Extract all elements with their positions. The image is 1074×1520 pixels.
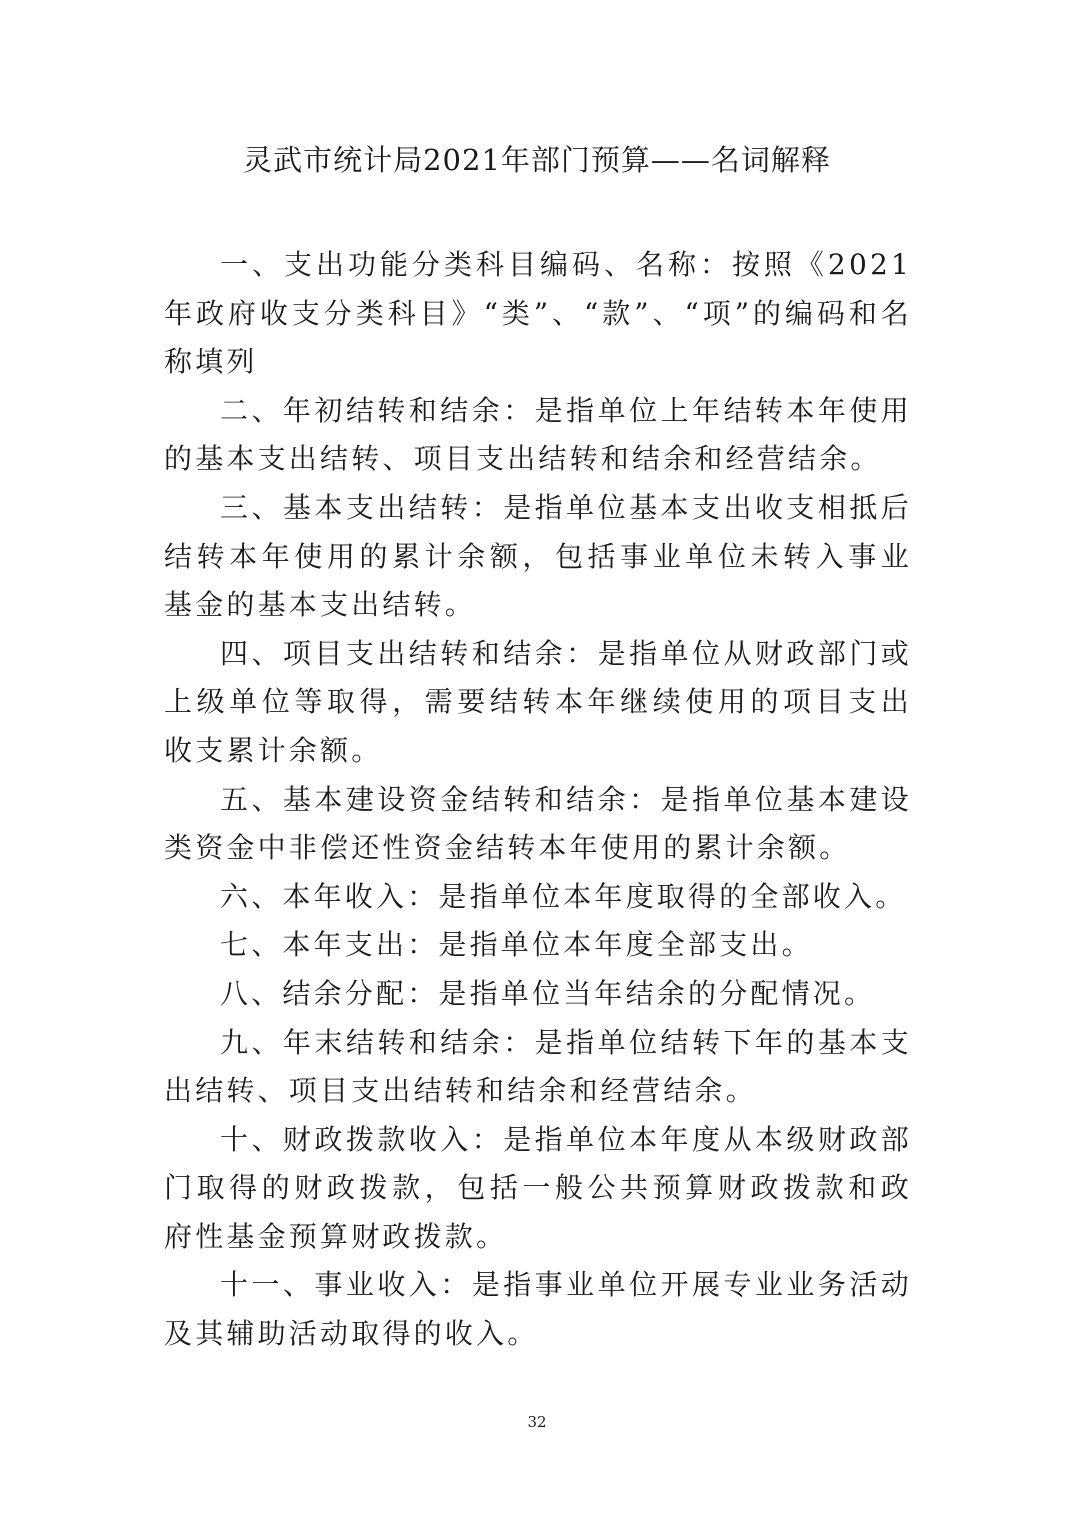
body-text: [164, 241, 912, 1359]
paragraph-4: 四、项目支出结转和结余：是指单位从财政部门或上级单位等取得，需要结转本年继续使用的项目支出收支累计余额。: [164, 636, 912, 767]
paragraph-2: 二、年初结转和结余：是指单位上年结转本年使用的基本支出结转、项目支出结转和结余和经营结余。: [164, 393, 912, 476]
paragraph-8: 八、结余分配：是指单位当年结余的分配情况。: [220, 976, 876, 1010]
paragraph-6: 六、本年收入：是指单位本年度取得的全部收入。: [220, 879, 907, 913]
page-number: 32: [527, 1413, 547, 1431]
paragraph-9: 九、年末结转和结余：是指单位结转下年的基本支出结转、项目支出结转和结余和经营结余。: [164, 1025, 912, 1108]
paragraph-11: 十一、事业收入：是指事业单位开展专业业务活动及其辅助活动取得的收入。: [164, 1268, 912, 1351]
paragraph-5: 五、基本建设资金结转和结余：是指单位基本建设类资金中非偿还性资金结转本年使用的累计余额。: [164, 782, 912, 865]
page-title: 灵武市统计局2021年部门预算——名词解释: [243, 143, 831, 177]
paragraph-3: 三、基本支出结转：是指单位基本支出收支相抵后结转本年使用的累计余额，包括事业单位未转入事业基金的基本支出结转。: [164, 490, 912, 622]
paragraph-7: 七、本年支出：是指单位本年度全部支出。: [220, 928, 813, 962]
paragraph-10: 十、财政拨款收入：是指单位本年度从本级财政部门取得的财政拨款，包括一般公共预算财政拨款和政府性基金预算财政拨款。: [164, 1122, 912, 1253]
paragraph-1: 一、支出功能分类科目编码、名称：按照《2021年政府收支分类科目》“类”、“款”、“项”的编码和名称填列: [164, 248, 912, 379]
